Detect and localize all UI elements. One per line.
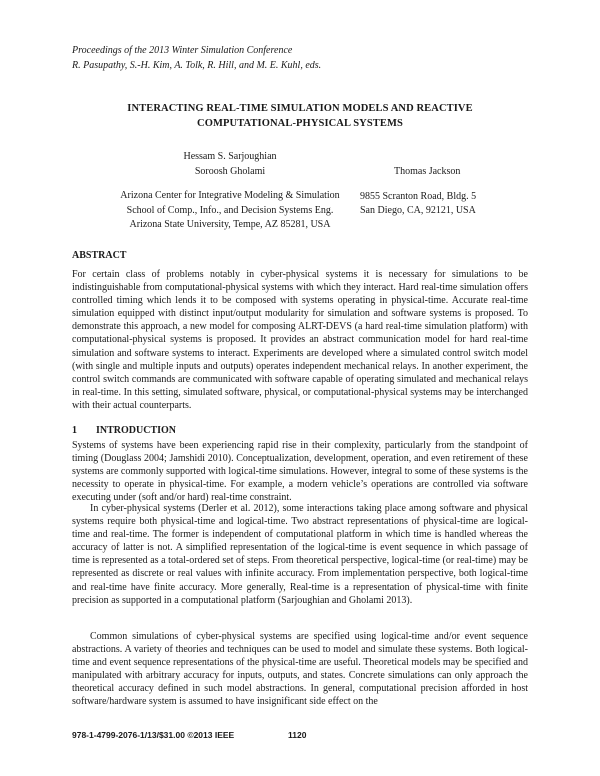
introduction-heading [72, 425, 176, 436]
affiliation-line: School of Comp., Info., and Decision Systems Eng. [126, 204, 334, 216]
page-number: 1120 [288, 730, 307, 740]
intro-paragraph-2: In cyber-physical systems (Derler et al. 2012), some interactions taking place among software and physical systems require both physical-time and logical-time. Two abstract representations of physical-time are logical-time and real-time. The former is independent of computational platform in which time is handled whereas the accuracy of latter is not. A simplified representation of the logical-time is event sequence in which passage of time is represented as a total-ordered set of steps. From theoretical perspective, logical-time (or real-time) may be represented as discrete or real values with infinite accuracy. From implementation perspective, both logical-time and real-time have finite accuracy. More generally, Real-time is a representation of physical-time with finite precision as supported in a computational platform (Sarjoughian and Gholami 2013). [72, 503, 528, 606]
author-block-right [360, 165, 500, 219]
author-block-left [100, 150, 360, 233]
author-name: Hessam S. Sarjoughian [183, 151, 277, 162]
section-title: INTRODUCTION [96, 425, 177, 436]
abstract-heading: ABSTRACT [72, 250, 127, 261]
title-line-1: INTERACTING REAL-TIME SIMULATION MODELS AND REACTIVE [127, 103, 473, 114]
author-name: Soroosh Gholami [194, 165, 266, 177]
title-line-2: COMPUTATIONAL-PHYSICAL SYSTEMS [197, 117, 403, 129]
address-line: San Diego, CA, 92121, USA [360, 205, 476, 216]
section-number: 1 [72, 425, 77, 436]
affiliation-line: Arizona Center for Integrative Modeling & Simulation [120, 190, 340, 201]
address-line: 9855 Scranton Road, Bldg. 5 [360, 190, 477, 202]
intro-paragraph-3: Common simulations of cyber-physical systems are specified using logical-time and/or event sequence abstractions. A variety of theories and techniques can be used to model and simulate these systems. Both logical-time and event sequence representations of the physical-time are useful. Theoretical models may be specified and manipulated with arbitrary accuracy for inputs, outputs, and states. Concrete simulations can only approach the theoretical accuracy defined in such model abstractions. In general, computational precision afforded in host software/hardware system is assumed to have insignificant side effect on the [72, 631, 528, 708]
abstract-text: For certain class of problems notably in cyber-physical systems it is necessary for simulations to be indistinguishable from computational-physical systems with which they interact. Hard real-time simulation offers controlled timing which lends it to be composed with systems operating in physical-time. Accurate real-time simulation equipped with distinct input/output modularity for simulation and software systems is proposed. To demonstrate this approach, a new model for composing ALRT-DEVS (a hard real-time simulation platform) with computational-physical systems is proposed. It provides an abstract communication model for hard real-time simulation and software systems to interact. Experiments are developed where a simulated control switch model (with single and multiple inputs and outputs) operates independent mechanical relays. In another experiment, the control switch commands are communicated with software capable of operating simulated and mechanical relays in real-time. In this setting, simulated software, physical, or computational-physical systems may be interchanged with their actual counterparts. [72, 269, 528, 411]
isbn-copyright: 978-1-4799-2076-1/13/$31.00 ©2013 IEEE [72, 730, 235, 740]
editors-line: R. Pasupathy, S.-H. Kim, A. Tolk, R. Hill, and M. E. Kuhl, eds. [72, 59, 322, 71]
proceedings-line: Proceedings of the 2013 Winter Simulation Conference [72, 45, 293, 56]
affiliation-line: Arizona State University, Tempe, AZ 85281, USA [129, 219, 331, 230]
proceedings-header [72, 44, 532, 73]
author-name: Thomas Jackson [394, 166, 461, 177]
intro-paragraph-1: Systems of systems have been experiencing rapid rise in their complexity, particularly from the standpoint of timing (Douglass 2004; Jamshidi 2010). Conceptualization, development, operation, and even retirement of these systems are commonly supported with logical-time simulations. However, integral to some of these systems is the necessity to operate in physical-time. For example, a modern vehicle’s operations are controlled via software executing under (soft and/or hard) real-time constraint. [72, 440, 528, 504]
paper-title [72, 102, 528, 131]
